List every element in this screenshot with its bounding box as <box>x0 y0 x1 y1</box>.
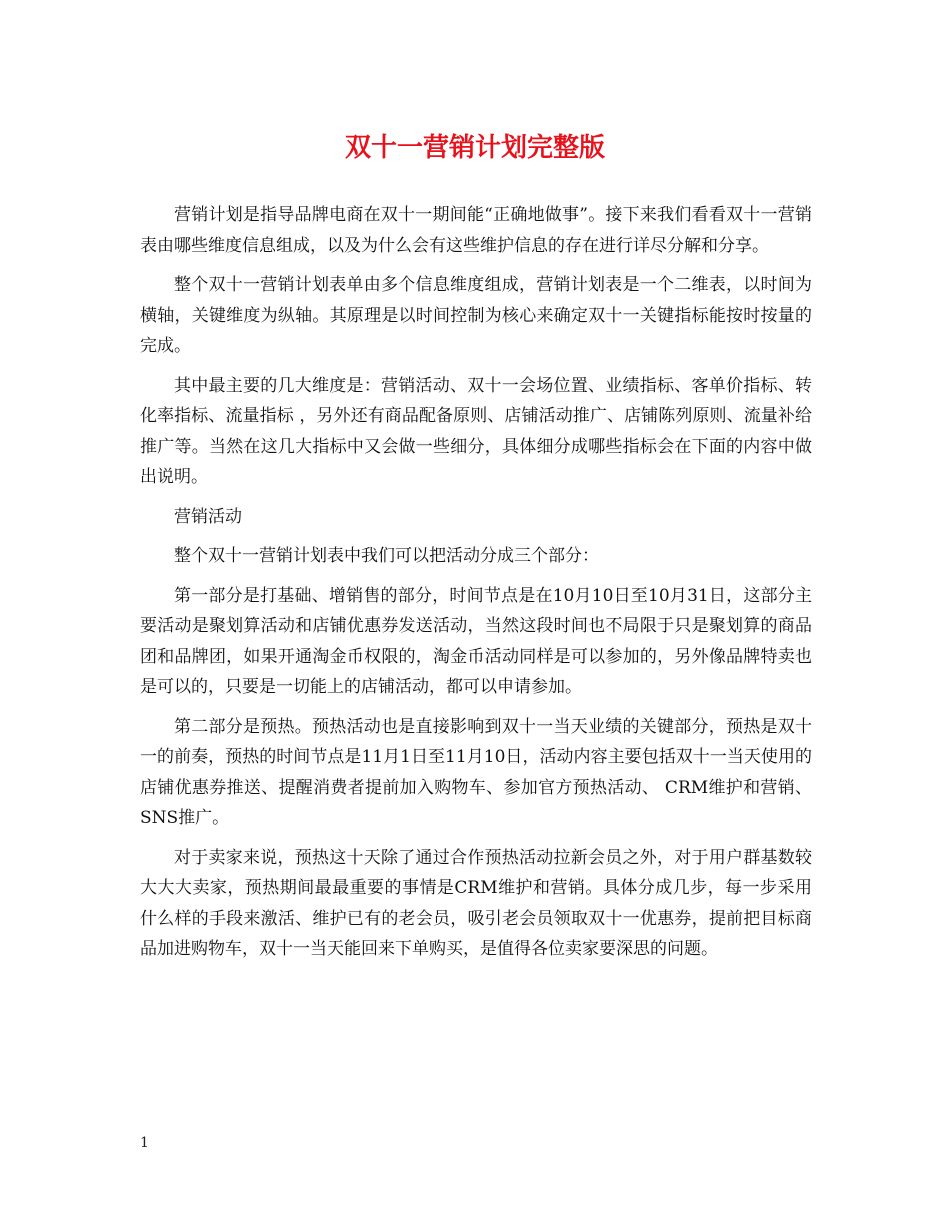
paragraph-sellers: 对于卖家来说，预热这十天除了通过合作预热活动拉新会员之外，对于用户群基数较大大大卖家，预热期间最最重要的事情是CRM维护和营销。具体分成几步，每一步采用什么样的手段来激活、维护已有的老会员，吸引老会员领取双十一优惠券，提前把目标商品加进购物车，双十一当天能回来下单购买，是值得各位卖家要深思的问题。 <box>140 847 812 959</box>
document-title: 双十一营销计划完整版 <box>344 133 605 163</box>
paragraph-part-two: 第二部分是预热。预热活动也是直接影响到双十一当天业绩的关键部分，预热是双十一的前奏，预热的时间节点是11月1日至11月10日，活动内容主要包括双十一当天使用的店铺优惠券推送、提醒消费者提前加入购物车、参加官方预热活动、 CRM维护和营销、 SNS推广。 <box>140 716 812 828</box>
paragraph-part-one: 第一部分是打基础、增销售的部分，时间节点是在10月10日至10月31日，这部分主要活动是聚划算活动和店铺优惠券发送活动，当然这段时间也不局限于只是聚划算的商品团和品牌团，如果开通淘金币权限的，淘金币活动同样是可以参加的，另外像品牌特卖也是可以的，只要是一切能上的店铺活动，都可以申请参加。 <box>140 585 812 697</box>
paragraph-structure: 整个双十一营销计划表单由多个信息维度组成，营销计划表是一个二维表，以时间为横轴，关键维度为纵轴。其原理是以时间控制为核心来确定双十一关键指标能按时按量的完成。 <box>140 275 812 356</box>
paragraph-intro: 营销计划是指导品牌电商在双十一期间能“正确地做事”。接下来我们看看双十一营销表由哪些维度信息组成，以及为什么会有这些维护信息的存在进行详尽分解和分享。 <box>140 205 812 256</box>
paragraph-three-parts: 整个双十一营销计划表中我们可以把活动分成三个部分： <box>174 546 599 566</box>
section-heading-marketing-activities: 营销活动 <box>174 506 242 527</box>
page-number: 1 <box>140 1135 149 1151</box>
paragraph-dimensions: 其中最主要的几大维度是：营销活动、双十一会场位置、业绩指标、客单价指标、转化率指标、流量指标 ，另外还有商品配备原则、店铺活动推广、店铺陈列原则、流量补给推广等。当然在这几大指标中又会做一些细分，具体细分成哪些指标会在下面的内容中做出说明。 <box>140 375 812 487</box>
document-body <box>140 200 812 974</box>
